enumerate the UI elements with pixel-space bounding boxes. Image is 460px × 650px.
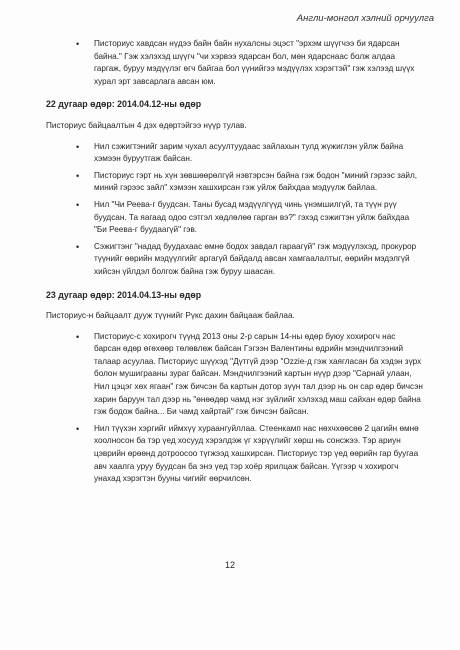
list-item-text: Писториус-с хохирогч түүнд 2013 оны 2-р сарын 14-ны өдөр буюу хохирогч нас барсан өдөр өгөхөөр төлөвлөж байсан Гэгээн Валентины өдрийн мэндчилгээний талаар асуулаа. Писториус шүүхэд "Дүтгүй дээр "Ozzie-д гэж хаягласан ба хэдэн зүрх болон мушиграаны зураг байсан. Мэндчилгээний картын нүүр дээр "Сарнай улаан, Нил цэцэг хөх ягаан" гэж бичсэн ба картын дотор зүүн тал дээр нь он сар өдөр бичсэн харин баруун тал дээр нь "өнөөдөр чамд нэг зүйлийг хэлэхэд маш сайхан өдөр байна гэж бодож байна... Би чамд хайртай" гэж бичсэн байсан. [94, 331, 423, 417]
bullet-list-day-22 [46, 141, 424, 279]
list-item [76, 331, 424, 419]
section-intro-day-23: Писториус-н байцаалт дууж түүнийг Рүкс дахин байцааж байлаа. [46, 311, 295, 321]
list-item-text: Писториус гэрт нь хүн зөвшөөрөлгүй нэвтэрсэн байна гэж бодон "миний гэрээс зайл, миний гэрээс зайл" хэмээн хашхирсан гэж уйлж байхдаа мэдүүлж байлаа. [94, 170, 418, 193]
list-item-text: Нил "Чи Реева-г буудсан. Таны бусад мэдүүлгүүд чинь үнэмшилгүй, та түүн рүү буудсан. Та яагаад одоо сэтгэл хөдлөлөө гарган вэ?" гэхэд сэжигтэн уйлж байхдаа "Би Реева-г буудаагүй" гэв. [94, 199, 410, 235]
list-item [76, 199, 424, 237]
list-item-text: Писториус хавдсан нүдээ байн байн нухалсны эцэст "эрхэм шүүгчээ би ядарсан байна." Гэж хэлэхэд шүүгч "чи хэрвээ ядарсан бол, мөн ядарснаас болж алдаа гаргаж, буруу мэдүүлэг өгч байгаа бол үүнийгээ мэдүүлэх хэрэгтэй" гэж хэлээд шүүх хурал эрт завсарлага авсан юм. [94, 39, 415, 86]
page-number: 12 [224, 560, 235, 570]
page-content [46, 38, 424, 490]
top-bullet-list [46, 38, 424, 88]
bullet-icon: • [76, 331, 80, 342]
bullet-icon: • [76, 141, 80, 152]
bullet-list-day-23 [46, 331, 424, 486]
list-item-text: Сэжигтэнг "надад буудахаас өмнө бодох завдал гараагүй" гэж мэдүүлэхэд, прокурор түүнийг өөрийн мэдүүлгийг аргагүй байдалд авсан хамгаалалтыг, өөрийн мэдэлгүй хийсэн үйлдэл болгож байна гэж буруу шаасан. [94, 241, 417, 276]
list-item [76, 423, 424, 486]
list-item-text: Нил сэжигтэнийг зарим чухал асуултуудаас зайлахын тулд жүжиглэн уйлж байна хэмээн буруутгаж байсан. [94, 141, 404, 164]
list-item [76, 170, 424, 195]
bullet-icon: • [76, 170, 80, 181]
bullet-icon: • [76, 423, 80, 434]
bullet-icon: • [76, 241, 80, 252]
section-intro-day-22: Писториус байцаалтын 4 дэх өдөртэйгээ нүүр тулав. [46, 120, 247, 130]
section-heading-day-22: 22 дугаар өдөр: 2014.04.12-ны өдөр [46, 99, 202, 110]
bullet-icon: • [76, 199, 80, 210]
list-item [76, 38, 424, 88]
section-heading-day-23: 23 дугаар өдөр: 2014.04.13-ны өдөр [46, 289, 202, 300]
list-item [76, 141, 424, 166]
list-item-text: Нил түүхэн хэргийг иймхүү хураангуйллаа. Стеенкамп нас нөхчхөөсөө 2 цагийн өмнө хоолносон ба тэр үед хосууд хэрэлдэж үг хэрүүлийг хөрш нь сонсжээ. Тэр ариун цэврийн өрөөнд дотроосоо түгжээд хашхирсан. Писториус тэр үед өөрийн гар буугаа авч хаалга уруу буудсан ба энэ үед тэр хоёр ярилцаж байсан. Үүгээр ч хохирогч унахад хэрэгтэн бууны чигийг өөрчилсөн. [94, 423, 419, 484]
list-item [76, 241, 424, 279]
running-header: Англи-монгол хэлний орчуулга [296, 13, 434, 24]
bullet-icon: • [76, 39, 80, 49]
